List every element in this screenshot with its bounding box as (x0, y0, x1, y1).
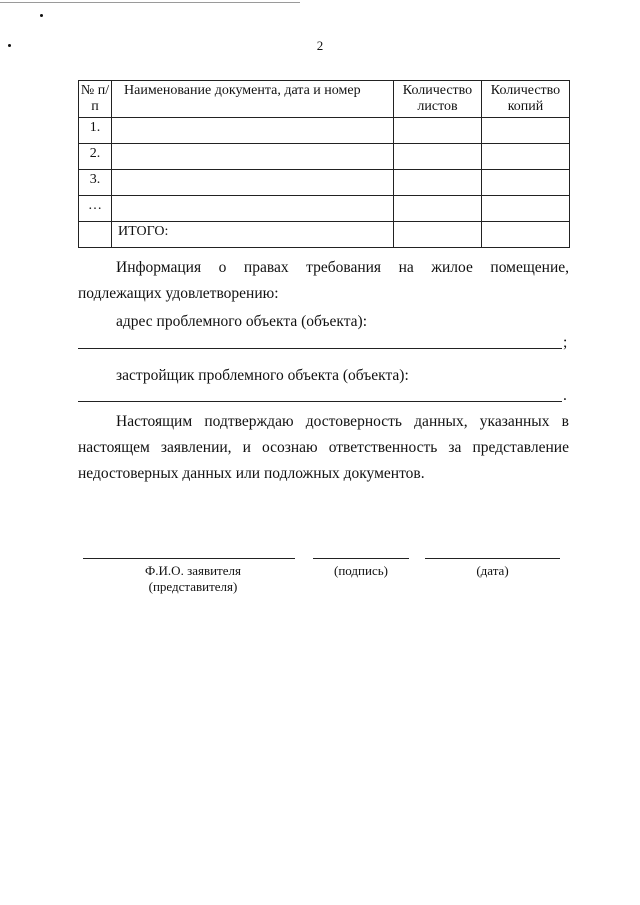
date-caption: (дата) (476, 563, 509, 578)
developer-label: застройщик проблемного объекта (объекта): (116, 367, 409, 384)
address-fill-line[interactable] (78, 348, 562, 349)
sheets-cell[interactable] (394, 196, 482, 222)
table-row (79, 144, 570, 170)
total-sheets-cell[interactable] (394, 222, 482, 248)
developer-fill-line[interactable] (78, 401, 562, 402)
copies-cell[interactable] (482, 196, 570, 222)
sheets-cell[interactable] (394, 144, 482, 170)
signature-caption: (подпись) (334, 563, 388, 578)
row-number: … (79, 196, 112, 222)
row-number: 2. (79, 144, 112, 170)
copies-cell[interactable] (482, 144, 570, 170)
address-line-end: ; (563, 334, 568, 351)
page-number: 2 (316, 38, 324, 53)
sheets-cell[interactable] (394, 170, 482, 196)
scan-speck (40, 14, 43, 17)
name-signature-line[interactable] (83, 558, 295, 559)
row-number: 3. (79, 170, 112, 196)
total-copies-cell[interactable] (482, 222, 570, 248)
header-number: № п/п (79, 81, 112, 118)
total-number-cell (79, 222, 112, 248)
signature-line[interactable] (313, 558, 409, 559)
address-label: адрес проблемного объекта (объекта): (116, 313, 368, 330)
copies-cell[interactable] (482, 170, 570, 196)
total-label: ИТОГО: (112, 222, 394, 248)
table-row (79, 170, 570, 196)
table-total-row (79, 222, 570, 248)
table-row (79, 118, 570, 144)
document-name-cell[interactable] (112, 170, 394, 196)
documents-table (78, 80, 570, 248)
sheets-cell[interactable] (394, 118, 482, 144)
confirmation-paragraph: Настоящим подтверждаю достоверность данных, указанных в настоящем заявлении, и осознаю ответственность за представление недостоверных данных или подложных документов. (78, 413, 569, 482)
scan-edge-line (0, 2, 300, 3)
table-header-row (79, 81, 570, 118)
name-caption: Ф.И.О. заявителя (представителя) (145, 563, 241, 594)
row-number: 1. (79, 118, 112, 144)
header-copies-count: Количество копий (482, 81, 570, 118)
copies-cell[interactable] (482, 118, 570, 144)
document-name-cell[interactable] (112, 118, 394, 144)
header-document-name: Наименование документа, дата и номер (112, 81, 394, 118)
table-row (79, 196, 570, 222)
document-name-cell[interactable] (112, 144, 394, 170)
developer-line-end: . (563, 387, 567, 404)
rights-info-paragraph: Информация о правах требования на жилое помещение, подлежащих удовлетворению: (78, 259, 569, 302)
header-sheets-count: Количество листов (394, 81, 482, 118)
document-name-cell[interactable] (112, 196, 394, 222)
date-line[interactable] (425, 558, 560, 559)
